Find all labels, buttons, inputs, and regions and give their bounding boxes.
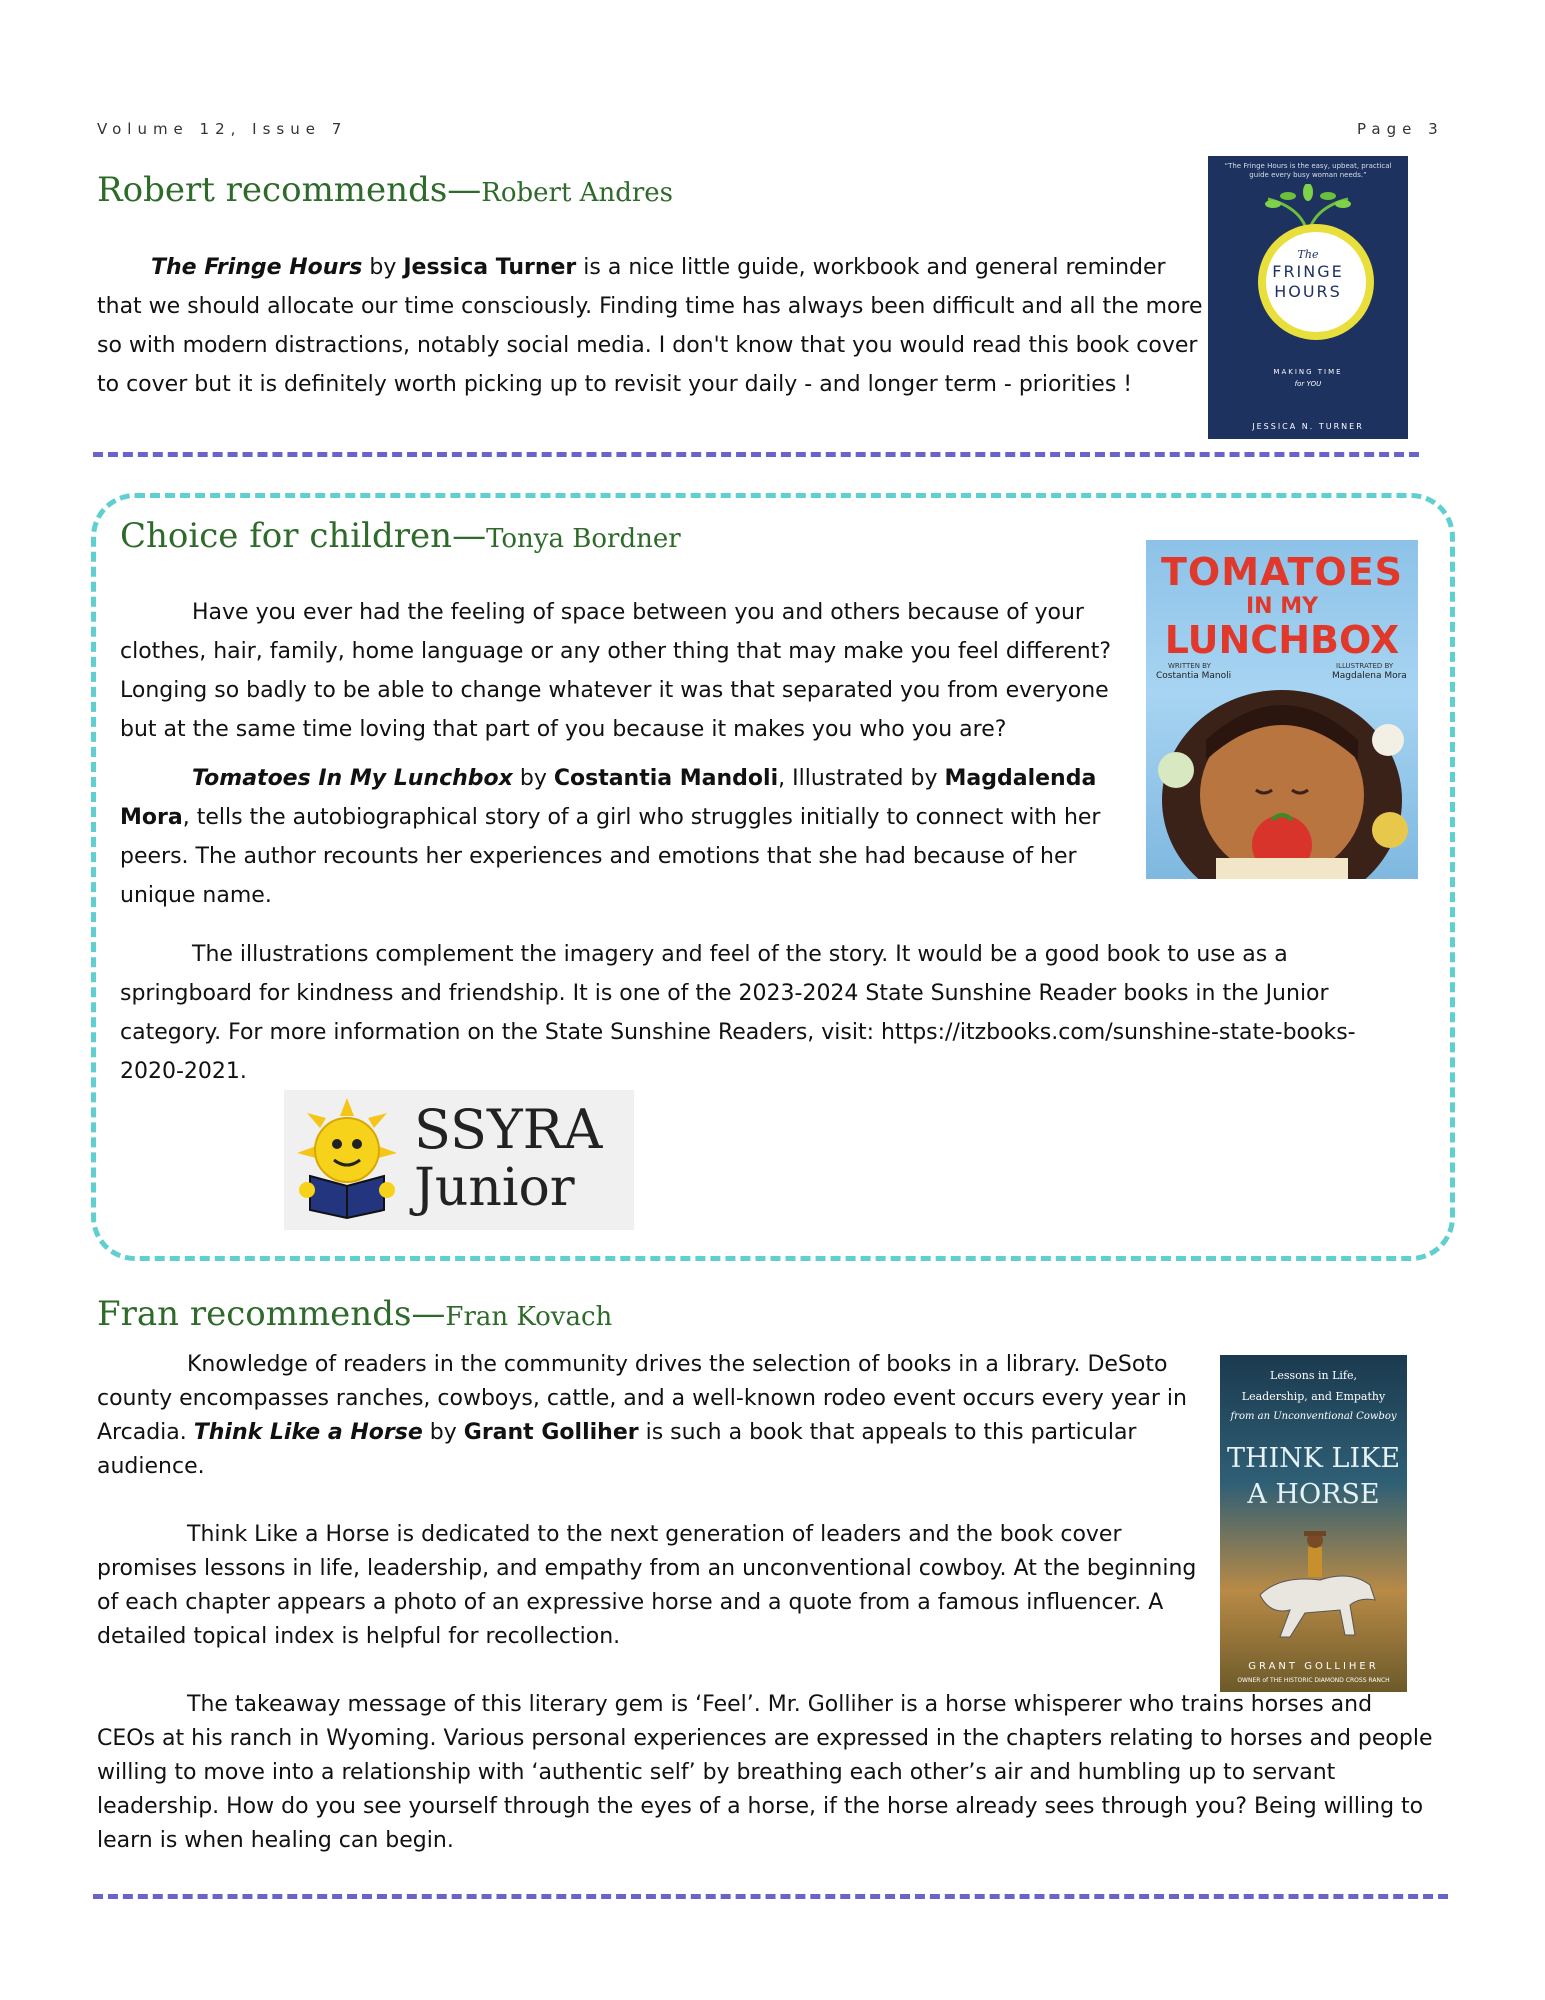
section2-heading: Choice for children— [120, 516, 487, 556]
section2-book-author: Costantia Mandoli [553, 766, 779, 791]
cover-title-2: A HORSE [1247, 1479, 1380, 1510]
cover-owner: OWNER of THE HISTORIC DIAMOND CROSS RANCH [1237, 1677, 1390, 1684]
section1-book-title: The Fringe Hours [151, 255, 363, 280]
section2-author: Tonya Bordner [486, 524, 681, 554]
cover-title-3: LUNCHBOX [1164, 618, 1400, 662]
cover-title-the: The [1297, 248, 1319, 261]
section3-body-bottom [97, 1688, 1437, 1858]
section3-para1b: is such a book that appeals to this particular audience. [97, 1420, 1137, 1479]
section1-title [97, 170, 673, 210]
section1-text: is a nice little guide, workbook and general reminder that we should allocate our time consciously. Finding time has always been difficult and all the more so with modern distractions, notably social media. I don't know that you would read this book cover to cover but it is definitely worth picking up to revisit your daily - and longer term - priorities ! [97, 255, 1203, 397]
logo-line1: SSYRA [414, 1098, 603, 1161]
section3-heading: Fran recommends— [97, 1294, 446, 1334]
section2-body-bottom [120, 935, 1410, 1101]
cover-author: JESSICA N. TURNER [1252, 422, 1364, 431]
illustrated-by-text: , Illustrated by [778, 766, 945, 791]
section2-illustrator: Magdalenda Mora [120, 766, 1097, 830]
section2-para1: Have you ever had the feeling of space between you and others because of your clothes, hair, family, home language or any other thing that may make you feel different? Longing so badly to be able to change whatever it was that separated you from everyone but at the same time loving that part of you because it makes you who you are? [120, 600, 1112, 742]
section3-para2: Think Like a Horse is dedicated to the next generation of leaders and the book cover promises lessons in life, leadership, and empathy from an unconventional cowboy. At the beginning of each chapter appears a photo of an expressive horse and a quote from a famous influencer. A detailed topical index is helpful for recollection. [97, 1522, 1197, 1649]
logo-line2: Junior [414, 1158, 575, 1218]
cover-tag2: Leadership, and Empathy [1241, 1390, 1386, 1403]
section3-author: Fran Kovach [445, 1302, 613, 1332]
section1-body [97, 248, 1207, 414]
cover-title-2: IN MY [1245, 594, 1319, 619]
cover-title-hours: HOURS [1274, 282, 1342, 301]
ssyra-junior-logo [284, 1090, 634, 1230]
section3-book-author: Grant Golliher [463, 1420, 639, 1445]
section1-book-author: Jessica Turner [403, 255, 577, 280]
cover-title-fringe: FRINGE [1272, 262, 1344, 281]
section3-title [97, 1294, 612, 1334]
by-text: by [512, 766, 554, 791]
section3-body-top [97, 1348, 1207, 1654]
cover-author: Costantia Manoli [1156, 671, 1232, 681]
sun-reading-icon [292, 1098, 402, 1222]
section-divider-2 [93, 1894, 1448, 1899]
volume-issue: Volume 12, Issue 7 [97, 120, 348, 138]
section1-author: Robert Andres [481, 178, 674, 208]
by-text: by [422, 1420, 464, 1445]
section3-para1a: Knowledge of readers in the community drives the selection of books in a library. DeSoto county encompasses ranches, cowboys, cattle, and a well-known rodeo event occurs every year in Arcadia. [97, 1352, 1187, 1445]
tomatoes-lunchbox-cover [1146, 540, 1418, 879]
cover-title-1: THINK LIKE [1226, 1443, 1401, 1474]
cover-tag1: Lessons in Life, [1270, 1369, 1357, 1382]
cover-illustrated-by: ILLUSTRATED BY [1336, 662, 1394, 670]
section1-heading: Robert recommends— [97, 170, 482, 210]
section2-title [120, 516, 681, 556]
cover-written-by: WRITTEN BY [1168, 662, 1211, 670]
horse-rider-icon [1220, 1525, 1407, 1645]
cover-subtitle: MAKING TIME [1273, 368, 1343, 376]
cover-illustrator: Magdalena Mora [1332, 671, 1407, 681]
cover-author: GRANT GOLLIHER [1248, 1661, 1379, 1672]
cover-tag3: from an Unconventional Cowboy [1230, 1411, 1397, 1422]
think-like-horse-cover [1220, 1355, 1407, 1692]
cover-subtitle2: for YOU [1294, 380, 1322, 388]
girl-illustration-icon [1146, 680, 1418, 879]
page-number: Page 3 [1357, 120, 1444, 138]
by-text: by [362, 255, 404, 280]
section2-book-title: Tomatoes In My Lunchbox [192, 766, 513, 791]
section2-para2: , tells the autobiographical story of a girl who struggles initially to connect with her peers. The author recounts her experiences and emotions that she had because of her unique name. [120, 805, 1101, 908]
section2-para3: The illustrations complement the imagery and feel of the story. It would be a good book to use as a springboard for kindness and friendship. It is one of the 2023-2024 State Sunshine Reader books in the Junior category. For more information on the State Sunshine Readers, visit: https://itzbooks.com/sunshine-state-books-2020-2021. [120, 942, 1356, 1084]
cover-title-1: TOMATOES [1160, 550, 1404, 594]
section2-body-top [120, 593, 1125, 925]
cover-blurb: “The Fringe Hours is the easy, upbeat, practical guide every busy woman needs.” [1224, 162, 1392, 179]
section3-para3: The takeaway message of this literary gem is ‘Feel’. Mr. Golliher is a horse whisperer who trains horses and CEOs at his ranch in Wyoming. Various personal experiences are expressed in the chapters relating to horses and people willing to move into a relationship with ‘authentic self’ by breathing each other’s air and humbling up to servant leadership. How do you see yourself through the eyes of a horse, if the horse already sees through you? Being willing to learn is when healing can begin. [97, 1692, 1433, 1853]
section-divider-1 [93, 452, 1419, 457]
section3-book-title: Think Like a Horse [193, 1420, 423, 1445]
fringe-hours-cover [1208, 156, 1408, 439]
